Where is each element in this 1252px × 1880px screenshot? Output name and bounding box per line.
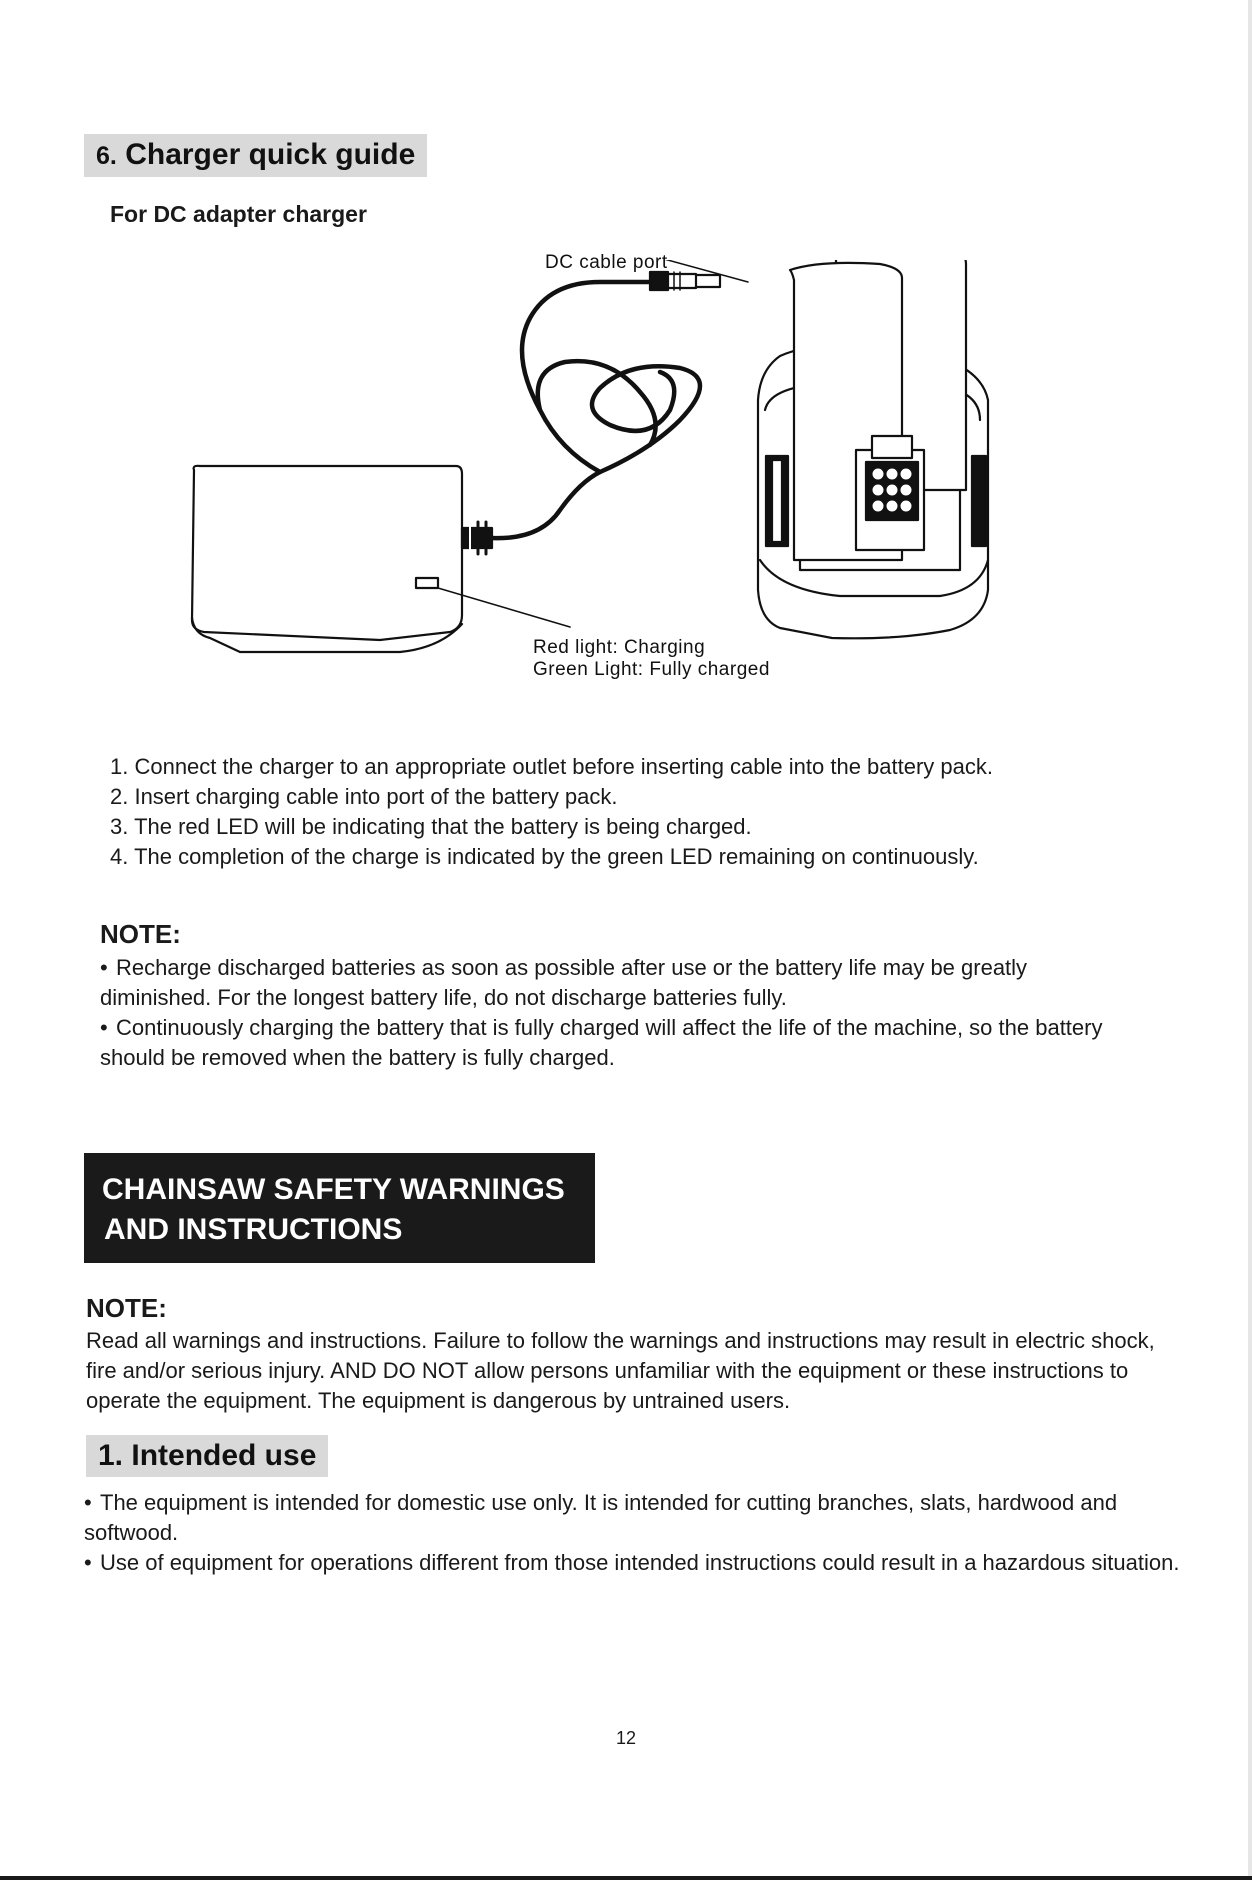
section-heading-charger xyxy=(84,134,427,177)
section-number: 6. xyxy=(96,142,117,170)
adapter-cable-connector xyxy=(462,522,492,554)
note-paragraph: Read all warnings and instructions. Failure to follow the warnings and instructions may result in electric shock, fire and/or serious injury. AND DO NOT allow persons unfamiliar with the equipment or these instructions to operate the equipment. The equipment is dangerous by untrained users. xyxy=(86,1328,1155,1413)
charger-diagram xyxy=(180,260,1000,700)
safety-warnings-banner xyxy=(84,1153,595,1263)
note-bullet: • Recharge discharged batteries as soon as possible after use or the battery life may be greatly diminished. For the longest battery life, do not discharge batteries fully. xyxy=(100,953,1120,1013)
section-title: Charger quick guide xyxy=(125,138,416,171)
charging-steps-list xyxy=(110,752,993,872)
label-green-light: Green Light: Fully charged xyxy=(533,659,770,680)
label-red-light: Red light: Charging xyxy=(533,637,706,658)
page-bottom-rule xyxy=(0,1876,1252,1880)
dc-plug xyxy=(650,272,720,290)
label-dc-cable-port: DC cable port xyxy=(545,252,668,273)
note-bullet: • Continuously charging the battery that is fully charged will affect the life of the machine, so the battery should be removed when the battery is fully charged. xyxy=(100,1013,1120,1073)
banner-line-1: CHAINSAW SAFETY WARNINGS xyxy=(102,1173,565,1206)
dc-adapter-illustration xyxy=(192,466,570,652)
charger-subtitle: For DC adapter charger xyxy=(110,201,367,227)
list-item: 1. Connect the charger to an appropriate outlet before inserting cable into the battery pack. xyxy=(110,754,993,779)
section-heading-intended-use: 1. Intended use xyxy=(86,1435,328,1477)
page-number: 12 xyxy=(615,1728,637,1748)
intended-use-bullet: • The equipment is intended for domestic use only. It is intended for cutting branches, slats, hardwood and softwood. xyxy=(84,1488,1184,1548)
note-title: NOTE: xyxy=(100,919,181,949)
list-item: 3. The red LED will be indicating that the battery is being charged. xyxy=(110,814,752,839)
page-edge xyxy=(1248,0,1252,1880)
banner-line-2: AND INSTRUCTIONS xyxy=(104,1213,403,1246)
list-item: 4. The completion of the charge is indicated by the green LED remaining on continuously. xyxy=(110,844,979,869)
charging-cable xyxy=(492,282,700,538)
list-item: 2. Insert charging cable into port of the battery pack. xyxy=(110,784,618,809)
intended-use-bullet: • Use of equipment for operations different from those intended instructions could result in a hazardous situation. xyxy=(84,1548,1184,1578)
note-title: NOTE: xyxy=(86,1293,167,1323)
